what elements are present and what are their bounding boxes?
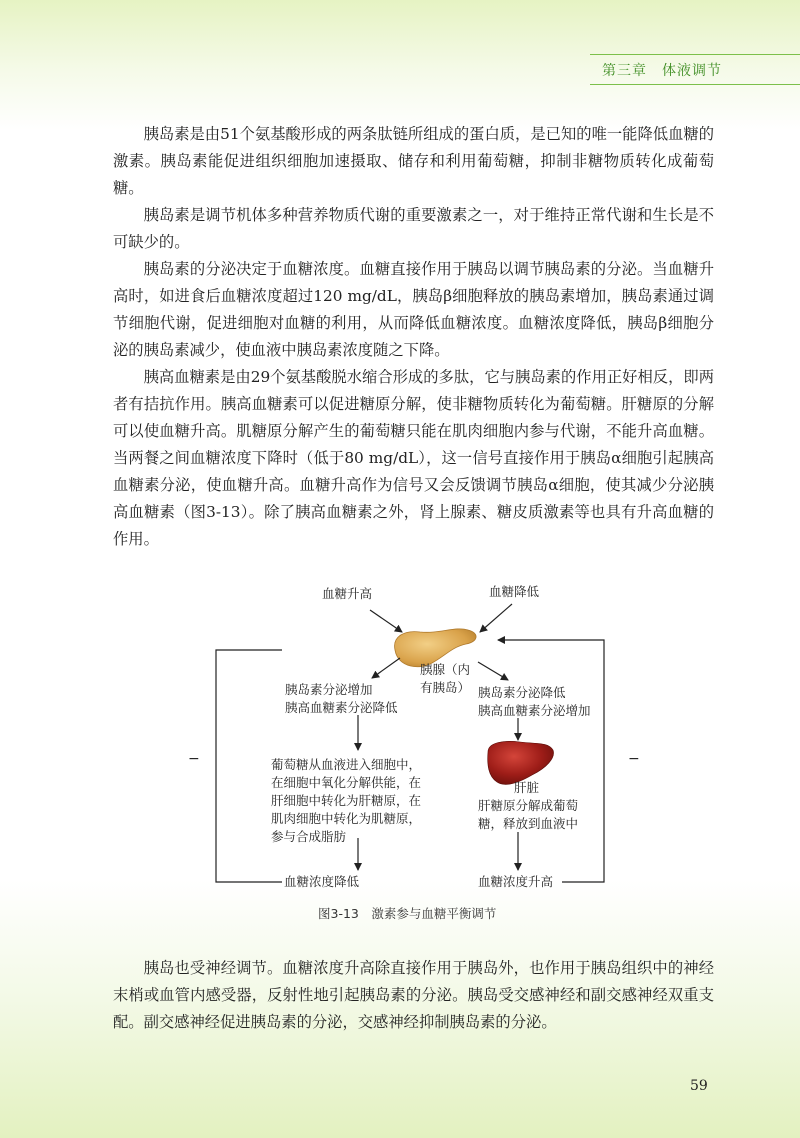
arrow-high-to-pancreas [370, 610, 402, 632]
label-glucose-decrease: 血糖浓度降低 [284, 874, 360, 889]
arrow-low-to-pancreas [480, 604, 512, 632]
paragraph-insulin-structure [113, 121, 714, 202]
label-glucose-increase: 血糖浓度升高 [478, 874, 554, 889]
minus-sign-left: − [188, 751, 200, 767]
glucose-uptake-line-2: 在细胞中氧化分解供能，在 [271, 775, 422, 790]
label-glucose-high: 血糖升高 [322, 586, 373, 601]
glycogen-line-1: 肝糖原分解成葡萄 [478, 798, 579, 813]
figure-caption: 图3-13 激素参与血糖平衡调节 [318, 906, 497, 921]
paragraph-text: 胰岛素是调节机体多种营养物质代谢的重要激素之一，对于维持正常代谢和生长是不可缺少的。 [113, 206, 714, 251]
minus-sign-right: − [628, 751, 640, 767]
glucose-uptake-line-3: 肝细胞中转化为肝糖原，在 [271, 793, 422, 808]
chapter-title: 第三章 体液调节 [602, 63, 722, 79]
label-insulin-increase: 胰岛素分泌增加 [285, 682, 373, 697]
page-number: 59 [690, 1078, 708, 1094]
arrow-pancreas-to-left [372, 658, 400, 678]
glucose-uptake-line-5: 参与合成脂肪 [271, 829, 347, 844]
chapter-header [590, 54, 800, 94]
label-insulin-decrease: 胰岛素分泌降低 [478, 685, 566, 700]
arrow-pancreas-to-right [478, 662, 508, 680]
paragraph-glucagon [113, 364, 714, 553]
glucose-uptake-line-1: 葡萄糖从血液进入细胞中， [271, 757, 422, 772]
paragraph-text: 胰岛也受神经调节。血糖浓度升高除直接作用于胰岛外，也作用于胰岛组织中的神经末梢或血管内感受器，反射性地引起胰岛素的分泌。胰岛受交感神经和副交感神经双重支配。副交感神经促进胰岛素的分泌，交感神经抑制胰岛素的分泌。 [113, 959, 714, 1031]
paragraph-insulin-secretion [113, 256, 714, 364]
paragraph-nerve-regulation [113, 955, 714, 1036]
paragraph-text: 胰岛素是由51个氨基酸形成的两条肽链所组成的蛋白质，是已知的唯一能降低血糖的激素。胰岛素能促进组织细胞加速摄取、储存和利用葡萄糖，抑制非糖物质转化成葡萄糖。 [113, 125, 714, 197]
figure-diagram [0, 570, 800, 930]
glycogen-line-2: 糖，释放到血液中 [478, 816, 579, 831]
glucose-uptake-line-4: 肌肉细胞中转化为肌糖原， [271, 811, 422, 826]
figure-blood-glucose-regulation [0, 570, 800, 930]
label-glucagon-decrease: 胰高血糖素分泌降低 [285, 700, 398, 715]
label-glucose-low: 血糖降低 [489, 584, 540, 599]
label-pancreas-2: 有胰岛） [420, 680, 471, 695]
label-pancreas-1: 胰腺（内 [420, 662, 471, 677]
paragraph-text: 胰高血糖素是由29个氨基酸脱水缩合形成的多肽，它与胰岛素的作用正好相反，即两者有拮抗作用。胰高血糖素可以促进糖原分解，使非糖物质转化为葡萄糖。肝糖原的分解可以使血糖升高。肌糖原分解产生的葡萄糖只能在肌肉细胞内参与代谢，不能升高血糖。当两餐之间血糖浓度下降时（低于80 mg/dL），这一信号直接作用于胰岛α细胞引起胰高血糖素分泌，使血糖升高。血糖升高作为信号又会反馈调节胰岛α细胞，使其减少分泌胰高血糖素（图3-13）。除了胰高血糖素之外，肾上腺素、糖皮质激素等也具有升高血糖的作用。 [113, 368, 714, 548]
label-liver: 肝脏 [514, 780, 540, 795]
header-rule-bottom [590, 84, 800, 85]
label-glucagon-increase: 胰高血糖素分泌增加 [478, 703, 591, 718]
paragraph-insulin-role [113, 202, 714, 256]
header-rule-top [590, 54, 800, 55]
paragraph-text: 胰岛素的分泌决定于血糖浓度。血糖直接作用于胰岛以调节胰岛素的分泌。当血糖升高时，如进食后血糖浓度超过120 mg/dL，胰岛β细胞释放的胰岛素增加，胰岛素通过调节细胞代谢，促进细胞对血糖的利用，从而降低血糖浓度。血糖浓度降低，胰岛β细胞分泌的胰岛素减少，使血液中胰岛素浓度随之下降。 [113, 260, 714, 359]
